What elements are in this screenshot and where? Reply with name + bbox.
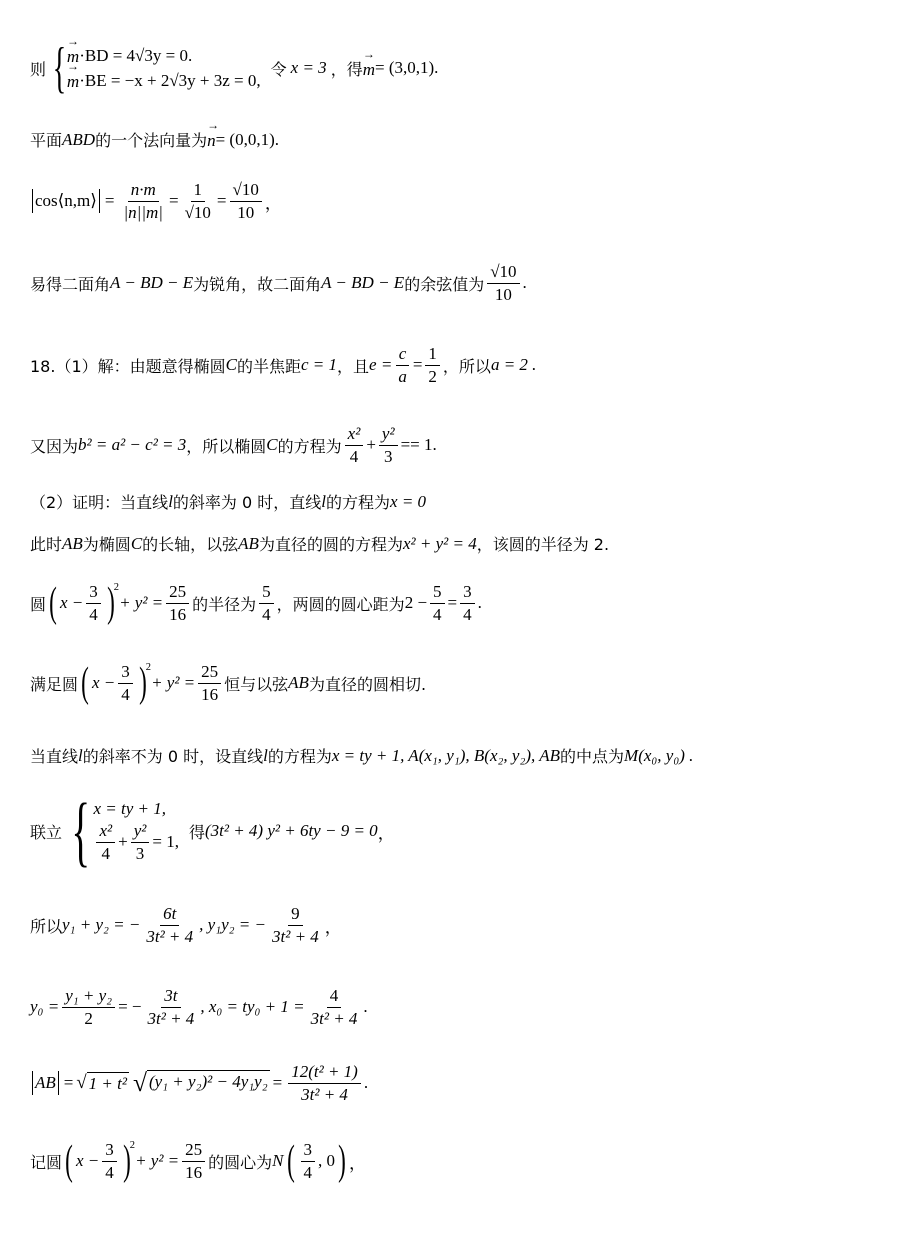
- frac-c-over-a: [395, 344, 410, 386]
- frac-den: 16: [201, 684, 219, 704]
- line-dihedral: [30, 262, 527, 304]
- frac-4: [308, 986, 361, 1028]
- period: .: [522, 273, 527, 293]
- exp-2: 2: [113, 582, 120, 593]
- line-major-axis: [30, 532, 609, 555]
- frac-den: 10: [494, 284, 512, 304]
- frac-num: x²: [96, 821, 115, 843]
- line-b-squared: [30, 424, 437, 466]
- frac-num: 3: [460, 582, 475, 604]
- left-brace: {: [52, 37, 67, 99]
- m-value: = (3,0,1).: [374, 58, 439, 77]
- line-normal-vector: [30, 128, 279, 151]
- period: .: [363, 997, 368, 1017]
- equals: =: [447, 593, 458, 613]
- line-circle-radius: [30, 580, 482, 627]
- period: .: [477, 593, 482, 613]
- text-and: ，且: [337, 356, 370, 376]
- line-l: l: [78, 745, 83, 765]
- x-eq-0: x = 0: [390, 491, 427, 511]
- comma: ，: [324, 917, 342, 937]
- frac-sum-over-2: [62, 986, 115, 1028]
- paren-left: (: [65, 1138, 73, 1185]
- line-l: l: [263, 745, 268, 765]
- text-combine: 联立: [30, 822, 63, 842]
- two-minus: 2 −: [404, 593, 428, 613]
- frac-den: 4: [433, 604, 442, 624]
- text-equation-is: 的方程为: [326, 493, 391, 512]
- frac-num: 5: [430, 582, 445, 604]
- frac-num: x²: [345, 424, 364, 446]
- eq-row-2: [93, 821, 179, 863]
- text-half-focal: 的半焦距: [236, 356, 301, 376]
- point-n: N: [272, 1151, 284, 1171]
- frac-num: 12(t² + 1): [288, 1062, 361, 1084]
- plus: +: [366, 435, 376, 455]
- frac-den: a: [398, 366, 407, 386]
- ellipse-c: C: [225, 355, 237, 375]
- angle-a-bd-e: A − BD − E: [110, 273, 194, 293]
- frac-sqrt10-over-10: [230, 180, 262, 222]
- paren-right: ): [122, 1138, 131, 1185]
- b-squared-expr: b² = a² − c² = 3: [78, 435, 187, 455]
- frac-num: 9: [288, 904, 303, 926]
- text-slope-nonzero: 的斜率不为 0 时，设直线: [82, 747, 264, 766]
- line-vieta: [30, 904, 342, 946]
- frac-den: 3t² + 4: [146, 926, 194, 946]
- text-so: ，所以: [442, 356, 491, 376]
- a-eq-2: a = 2 .: [490, 355, 537, 375]
- frac-9: [269, 904, 322, 946]
- frac-den: 3t² + 4: [147, 1008, 195, 1028]
- text-equation-is: 的方程为: [267, 747, 332, 766]
- equation-m-be: [67, 69, 261, 92]
- line-eq-points: x = ty + 1, A(x₁, y₁), B(x₂, y₂), AB: [331, 745, 561, 765]
- sum-expr: y₁ + y₂ = −: [62, 915, 141, 935]
- frac-num: 25: [166, 582, 189, 604]
- frac-den: 3: [383, 446, 393, 466]
- equation-m-bd: [67, 44, 261, 67]
- frac-dot-over-norms: [121, 180, 166, 222]
- frac-3-over-4: [301, 1140, 316, 1182]
- frac-num: 3: [301, 1140, 316, 1162]
- frac-3t: [145, 986, 198, 1028]
- frac-den: 2: [428, 366, 437, 386]
- frac-y2-over-3: [131, 821, 150, 863]
- equals: =: [412, 355, 423, 375]
- sqrt-content: 1 + t²: [88, 1074, 127, 1094]
- line-part2: [30, 490, 426, 513]
- frac-den: 4: [262, 604, 271, 624]
- frac-num: n·m: [128, 180, 159, 202]
- text-now: 此时: [30, 535, 63, 554]
- n-value: = (0,0,1).: [215, 129, 279, 149]
- quadratic-eq: (3t² + 4) y² + 6ty − 9 = 0: [204, 821, 378, 840]
- frac-num: √10: [230, 180, 262, 202]
- vector-m: → m: [67, 69, 79, 92]
- frac-25-over-16: [166, 582, 189, 624]
- segment-ab: AB: [238, 533, 259, 553]
- comma: ，: [264, 193, 282, 213]
- frac-den: 2: [84, 1008, 93, 1028]
- text-radius-is: 的半径为: [192, 594, 257, 614]
- line-slope-nonzero: [30, 744, 693, 767]
- frac-den: √10: [184, 202, 211, 222]
- abs-bar: [99, 189, 100, 213]
- frac-num: 3: [102, 1140, 117, 1162]
- frac-6t: [143, 904, 196, 946]
- paren-right: ): [106, 580, 115, 627]
- frac-den: 10: [237, 202, 255, 222]
- frac-den: 4: [101, 843, 111, 863]
- exp-2: 2: [129, 1140, 136, 1151]
- x0-eq: , x₀ = ty₀ + 1 =: [200, 997, 305, 1017]
- equals: =: [63, 1073, 74, 1093]
- plus-y2: + y² =: [135, 1151, 180, 1171]
- frac-num: 25: [198, 662, 221, 684]
- text-dihedral-3: 的余弦值为: [404, 274, 485, 294]
- frac-den: 3t² + 4: [272, 926, 319, 946]
- line-cos: cos⟨n,m⟩ = $\frac{n\cdot m}{|n||m|}$ = $\frac{1}{√10}$ = $\frac{√10}{10}$ ，: [30, 180, 282, 222]
- text-get: 得: [188, 822, 205, 842]
- frac-den: 4: [303, 1162, 313, 1182]
- frac-num: 3: [118, 662, 133, 684]
- frac-3-over-4: [460, 582, 475, 624]
- paren-right: ): [338, 1138, 346, 1185]
- text-radius-2: ，该圆的半径为 2.: [476, 535, 610, 554]
- plane-abd: ABD: [62, 129, 96, 149]
- text-so-ellipse: ，所以椭圆: [186, 436, 267, 456]
- frac-num: 6t: [160, 904, 179, 926]
- frac-num: 4: [327, 986, 342, 1008]
- exp-2: 2: [145, 662, 152, 673]
- frac-1-over-sqrt10: [182, 180, 214, 222]
- eq-one: == 1.: [400, 435, 437, 455]
- line-l: l: [168, 491, 173, 511]
- abs-bar: [58, 1071, 59, 1095]
- frac-num: y²: [379, 424, 398, 446]
- segment-ab: AB: [288, 673, 309, 693]
- frac-3-over-4: [102, 1140, 117, 1182]
- x-minus: x −: [76, 1151, 100, 1171]
- text-is-ellipse: 为椭圆: [82, 535, 131, 554]
- line-circle-center: [30, 1138, 367, 1185]
- frac-3-over-4: [118, 662, 133, 704]
- sqrt-discriminant: √ (y₁ + y₂)² − 4y₁y₂: [132, 1068, 268, 1098]
- text-tangent: 为直径的圆相切.: [308, 674, 427, 694]
- text-part2-intro: （2）证明：当直线: [30, 493, 169, 512]
- text-circle: 圆: [30, 594, 47, 614]
- text-center-dist: ，两圆的圆心距为: [276, 594, 405, 614]
- text-satisfy-circle: 满足圆: [30, 674, 79, 694]
- frac-num: y₁ + y₂: [62, 986, 115, 1008]
- frac-den: 3t² + 4: [310, 1008, 358, 1028]
- frac-num: c: [396, 344, 410, 366]
- text-always-tangent: 恒与以弦: [224, 674, 289, 694]
- frac-num: 1: [425, 344, 440, 366]
- text-plane: 平面: [30, 131, 63, 150]
- vector-m: → m: [363, 57, 375, 80]
- abs-bar: [32, 189, 33, 213]
- product-expr: , y₁y₂ = −: [199, 915, 266, 935]
- frac-den: |n||m|: [123, 202, 163, 222]
- y0-eq: y₀ =: [30, 997, 60, 1017]
- paren-right: ): [138, 660, 147, 707]
- frac-num: 25: [182, 1140, 205, 1162]
- text-denote-circle: 记圆: [30, 1152, 63, 1172]
- c-eq-1: c = 1: [301, 355, 338, 375]
- text-when-line: 当直线: [30, 747, 79, 766]
- frac-num: √10: [487, 262, 519, 284]
- frac-1-over-2: [425, 344, 440, 386]
- frac-den: 4: [463, 604, 472, 624]
- frac-den: 4: [121, 684, 130, 704]
- frac-num: 1: [191, 180, 206, 202]
- line-system-m: [30, 37, 439, 99]
- equation-system: [67, 44, 261, 92]
- frac-y2-over-3: [379, 424, 398, 466]
- frac-5-over-4: [259, 582, 274, 624]
- angle-a-bd-e: A − BD − E: [321, 273, 405, 293]
- segment-ab: AB: [62, 533, 83, 553]
- equation-system: [93, 799, 179, 863]
- left-brace: {: [71, 787, 91, 874]
- text-de: ，得: [330, 59, 363, 79]
- x-eq-3: x = 3: [290, 58, 327, 77]
- paren-left: (: [49, 580, 57, 627]
- text-ze: 则: [30, 59, 47, 79]
- text-circle-eq: 为直径的圆的方程为: [258, 535, 403, 554]
- ellipse-c: C: [266, 435, 278, 455]
- plus-y2: + y² =: [119, 593, 164, 613]
- paren-left: (: [286, 1138, 295, 1185]
- eq-row-1: x = ty + 1,: [93, 798, 166, 818]
- line-l: l: [321, 491, 327, 511]
- comma: ，: [349, 1153, 367, 1173]
- line-y0-x0: [30, 986, 368, 1028]
- frac-den: 16: [169, 604, 187, 624]
- text-so: 所以: [30, 916, 63, 936]
- line-ab-length: [30, 1062, 368, 1104]
- vector-m: → m: [67, 44, 79, 67]
- text-equation-is: 的方程为: [277, 436, 342, 456]
- frac-25-over-16: [198, 662, 221, 704]
- eq-one-comma: = 1,: [152, 832, 179, 851]
- frac-5-over-4: [430, 582, 445, 624]
- frac-den: 4: [105, 1162, 114, 1182]
- period: .: [363, 1073, 369, 1093]
- e-eq: e =: [369, 355, 393, 375]
- frac-num: 3t: [161, 986, 180, 1008]
- text-q18-intro: 18.（1）解：由题意得椭圆: [30, 356, 226, 376]
- cos-label: cos⟨n,m⟩: [35, 191, 97, 211]
- frac-den: 4: [89, 604, 98, 624]
- sqrt-1-plus-t2: √ 1 + t²: [76, 1071, 127, 1094]
- abs-bar: [32, 1071, 33, 1095]
- comma: ，: [377, 823, 395, 843]
- x-minus: x −: [60, 593, 84, 613]
- text-slope-zero: 的斜率为 0 时，直线: [172, 493, 322, 512]
- frac-num: y²: [131, 821, 150, 843]
- frac-den: 3t² + 4: [301, 1084, 348, 1104]
- zero: , 0: [318, 1151, 336, 1171]
- line-satisfy: [30, 660, 427, 707]
- line-q18-part1: [30, 344, 536, 386]
- frac-sqrt10-over-10: [487, 262, 519, 304]
- eq-m-bd-text: ·BD = 4√3y = 0.: [79, 45, 193, 65]
- text-midpoint: 的中点为: [560, 747, 625, 766]
- frac-x2-over-4: [96, 821, 115, 863]
- frac-25-over-16: [182, 1140, 205, 1182]
- text-major-axis: 的长轴，以弦: [142, 535, 239, 554]
- equals: =: [272, 1073, 283, 1093]
- text-dihedral-1: 易得二面角: [30, 274, 111, 294]
- text-dihedral-2: 为锐角，故二面角: [193, 274, 322, 294]
- text-normal: 的一个法向量为: [95, 131, 208, 150]
- eq-m-be-text: ·BE = −x + 2√3y + 3z = 0,: [79, 70, 261, 90]
- frac-num: 3: [86, 582, 101, 604]
- frac-den: 4: [349, 446, 359, 466]
- text-because: 又因为: [30, 436, 79, 456]
- frac-den: 16: [185, 1162, 203, 1182]
- plus-y2: + y² =: [151, 673, 196, 693]
- plus: +: [118, 832, 128, 851]
- circle-eq: x² + y² = 4: [402, 533, 477, 553]
- segment-ab: AB: [35, 1073, 56, 1093]
- frac-3-over-4: [86, 582, 101, 624]
- frac-ab-length: [288, 1062, 361, 1104]
- frac-num: 5: [259, 582, 274, 604]
- sqrt-content: (y₁ + y₂)² − 4y₁y₂: [147, 1070, 270, 1096]
- line-lianli: [30, 787, 395, 874]
- x-minus: x −: [92, 673, 116, 693]
- vector-n: → n: [207, 128, 216, 151]
- equals-minus: = −: [118, 997, 142, 1017]
- text-center-is: 的圆心为: [208, 1152, 273, 1172]
- midpoint-m: M(x₀, y₀) .: [624, 745, 694, 765]
- ellipse-c: C: [130, 533, 143, 553]
- frac-x2-over-4: [345, 424, 364, 466]
- paren-left: (: [81, 660, 89, 707]
- frac-den: 3: [135, 843, 145, 863]
- text-ling: 令: [270, 59, 287, 79]
